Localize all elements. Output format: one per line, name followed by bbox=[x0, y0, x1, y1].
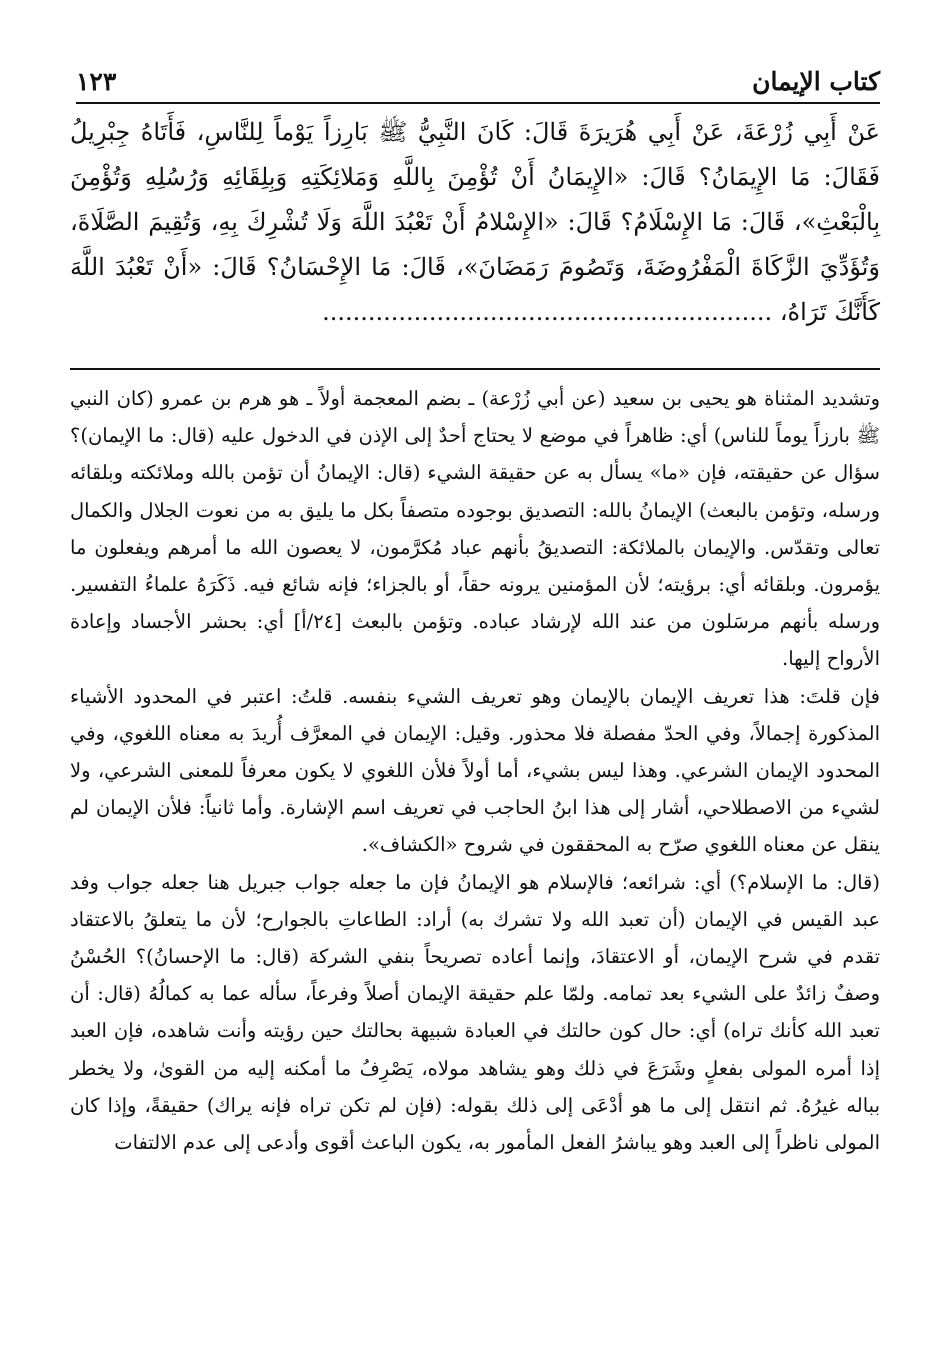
running-header bbox=[76, 58, 880, 104]
commentary bbox=[70, 380, 880, 1161]
commentary-paragraph: فإن قلتَ: هذا تعريف الإيمان بالإيمان وهو تعريف الشيء بنفسه. قلتُ: اعتبر في المحدود الأشياء المذكورة إجمالاً، وفي الحدّ مفصلة فلا محذور. وقيل: الإيمان في المعرَّف أُريدَ به معناه اللغوي، وفي المحدود الإيمان الشرعي. وهذا ليس بشيء، أما أولاً فلأن اللغوي لا يكون معرفاً للمعنى الشرعي، ولا لشيء من الاصطلاحي، أشار إلى هذا ابنُ الحاجب في تعريف اسم الإشارة. وأما ثانياً: فلأن الإيمان لم ينقل عن معناه اللغوي صرّح به المحققون في شروح «الكشاف». bbox=[70, 684, 880, 857]
hadith-text: عَنْ أَبِي زُرْعَةَ، عَنْ أَبِي هُرَيرَةَ قَالَ: كَانَ النَّبِيُّ ﷺ بَارِزاً يَوْماً لِلنَّاسِ، فَأَتَاهُ جِبْرِيلُ فَقَالَ: مَا الإِيمَانُ؟ قَالَ: «الإِيمَانُ أَنْ تُؤْمِنَ بِاللَّهِ وَمَلائِكَتِهِ وَبِلِقَائِهِ وَرُسُلِهِ وَتُؤْمِنَ بِالْبَعْثِ»، قَالَ: مَا الإِسْلَامُ؟ قَالَ: «الإِسْلامُ أَنْ تَعْبُدَ اللَّهَ وَلَا تُشْرِكَ بِهِ، وَتُقِيمَ الصَّلَاةَ، وَتُؤَدِّيَ الزَّكَاةَ الْمَفْرُوضَةَ، وَتَصُومَ رَمَضَانَ»، قَالَ: مَا الإِحْسَانُ؟ قَالَ: «أَنْ تَعْبُدَ اللَّهَ كَأَنَّكَ تَرَاهُ، ........................................................... bbox=[70, 118, 880, 326]
commentary-paragraph: (قال: ما الإسلام؟) أي: شرائعه؛ فالإسلام هو الإيمانُ فإن ما جعله جواب جبريل هنا جعله جواب وفد عبد القيس في الإيمان (أن تعبد الله ولا تشرك به) أراد: الطاعاتِ بالجوارح؛ لأن ما يتعلقُ بالاعتقاد تقدم في شرح الإيمان، أو الاعتقادَ، وإنما أعاده تصريحاً بنفي الشركة (قال: ما الإحسانُ)؟ الحُسْنُ وصفٌ زائدٌ على الشيء بعد تمامه. ولمّا علم حقيقة الإيمان أصلاً وفرعاً، سأله عما به كمالُهُ (قال: أن تعبد الله كأنك تراه) أي: حال كون حالتك في العبادة شبيهة بحالتك حين رؤيته وأنت شاهده، فإن العبد إذا أمره المولى بفعلٍ وشَرَعَ في ذلك وهو يشاهد مولاه، يَصْرِفُ ما أمكنه إليه من القوىٰ، ولا يخطر بباله غيرُهُ. ثم انتقل إلى ما هو أدْعَى إلى ذلك بقوله: (فإن لم تكن تراه فإنه يراك) حقيقةً، وإذا كان المولى ناظراً إلى العبد وهو يباشرُ الفعل المأمور به، يكون الباعث أقوى وأدعى إلى عدم الالتفات bbox=[70, 870, 880, 1155]
page-number: ١٢٣ bbox=[76, 67, 117, 96]
section-divider bbox=[70, 368, 880, 370]
book-title: كتاب الإيمان bbox=[752, 67, 880, 96]
commentary-paragraph: وتشديد المثناة هو يحيى بن سعيد (عن أبي زُرْعة) ـ بضم المعجمة أولاً ـ هو هرم بن عمرو (كان النبي ﷺ بارزاً يوماً للناس) أي: ظاهراً في موضع لا يحتاج أحدٌ إلى الإذن في الدخول عليه (قال: ما الإيمان)؟ سؤال عن حقيقته، فإن «ما» يسأل به عن حقيقة الشيء (قال: الإيمانُ أن تؤمن بالله وملائكته وبلقائه ورسله، وتؤمن بالبعث) الإيمانُ بالله: التصديق بوجوده متصفاً بكل ما يليق به من نعوت الجلال والكمال تعالى وتقدّس. والإيمان بالملائكة: التصديقُ بأنهم عباد مُكرَّمون، لا يعصون الله ما أمرهم ويفعلون ما يؤمرون. وبلقائه أي: برؤيته؛ لأن المؤمنين يرونه حقاً، أو بالجزاء؛ فإنه شائع فيه. ذَكَرَهُ علماءُ التفسير. ورسله بأنهم مرسَلون من عند الله لإرشاد عباده. وتؤمن بالبعث [٢٤/أ] أي: بحشر الأجساد وإعادة الأرواح إليها. bbox=[70, 387, 880, 671]
